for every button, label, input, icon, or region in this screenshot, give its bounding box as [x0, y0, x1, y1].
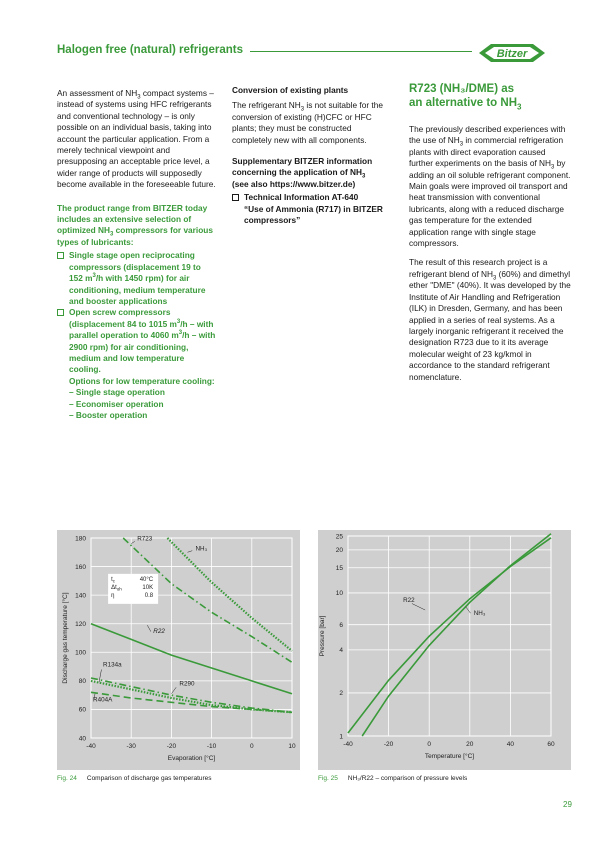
series-line-0: [348, 538, 551, 733]
technical-info-item: Technical Information AT-640 “Use of Ammonia (R717) in BITZER compressors”: [232, 192, 392, 226]
discharge-temperature-chart: [57, 530, 300, 770]
series-label-leader: [187, 551, 192, 553]
y-tick-label: 25: [335, 533, 343, 541]
y-tick-label: 180: [75, 535, 86, 543]
y-tick-label: 15: [335, 565, 343, 573]
x-tick-label: 0: [249, 743, 254, 750]
x-tick-label: -20: [383, 741, 394, 748]
pressure-level-chart: [318, 530, 571, 770]
y-tick-label: 60: [78, 706, 86, 714]
option-item: – Single stage operation: [69, 387, 165, 398]
condition-value: 0.8: [144, 592, 154, 599]
y-axis-label: Discharge gas temperature [°C]: [62, 592, 69, 684]
y-axis-label: Pressure [bar]: [319, 615, 326, 657]
y-tick-label: 100: [75, 649, 86, 657]
checkbox-square-icon: [57, 252, 64, 259]
x-tick-label: -40: [343, 741, 353, 748]
supplementary-heading: Supplementary BITZER information concerning the application of $NH_3$ (see also https://www.bitzer.de): [232, 156, 373, 189]
y-tick-label: 80: [78, 678, 86, 686]
series-label: R290: [179, 680, 195, 688]
series-line-1: [167, 538, 292, 651]
series-label: R134a: [103, 661, 122, 669]
r723-paragraph-2: The result of this research project is a refrigerant blend of $NH_3$ (60%) and dimethyl ether "DME" (40%). It was developed by the Institute of Air Handling and Refrigeration (ILK) in Dresden, Germany, and has been applied in a series of real systems. As a largely inorganic refrigerant it received the designation R723 due to it its average molecular weight of 23 kg/kmol in accordance to the standard refrigerant nomenclature.: [409, 257, 571, 382]
series-label: R404A: [93, 696, 113, 704]
checkbox-square-icon: [232, 194, 239, 201]
column-middle: [232, 85, 392, 226]
x-tick-label: -30: [126, 743, 136, 750]
plot-frame: [348, 536, 551, 736]
chart-canvas: [318, 530, 571, 770]
y-tick-label: 4: [339, 647, 343, 655]
column-left: [57, 88, 217, 421]
x-tick-label: -20: [166, 743, 177, 750]
plot-frame: [91, 535, 292, 738]
option-item: – Economiser operation: [69, 398, 164, 409]
series-label-leader: [171, 687, 176, 693]
column-right: [409, 82, 571, 391]
series-label-leader: [147, 625, 151, 631]
x-tick-label: 40: [506, 741, 515, 748]
options-label: Options for low temperature cooling:: [69, 375, 215, 386]
x-tick-label: -40: [86, 743, 96, 750]
series-label-leader: [412, 604, 425, 610]
series-line-1: [362, 534, 551, 736]
conversion-heading: Conversion of existing plants: [232, 85, 349, 95]
svg-text:Bitzer: Bitzer: [496, 48, 528, 60]
y-tick-label: 40: [78, 735, 86, 743]
series-label: NH₃: [473, 609, 486, 617]
condition-value: 40°C: [139, 576, 154, 583]
x-tick-label: 10: [288, 743, 296, 750]
y-tick-label: 10: [335, 590, 343, 598]
condition-label: $\Delta t_{oh}$: [111, 584, 122, 592]
bitzer-logo: [477, 38, 547, 68]
series-label: NH₃: [195, 545, 208, 553]
header-rule: [250, 51, 472, 52]
condition-label: η: [111, 592, 115, 599]
x-axis-label: Evaporation [°C]: [167, 755, 216, 762]
condition-label: $t_c$: [111, 576, 116, 584]
product-range-heading: The product range from BITZER today includes an extensive selection of optimized $NH_3$ compressors for various types of lubricants:: [57, 202, 213, 247]
series-label: R22: [403, 596, 415, 604]
intro-paragraph: An assessment of $NH_3$ compact systems – instead of systems using HFC refrigerants and conventional technology – is only possible on an individual basis, taking into account the particular application. From a merely technical viewpoint and presupposing an acceptable price level, a wider range of products will supposedly become available in the foreseeable future.: [57, 88, 216, 190]
x-tick-label: 0: [427, 741, 432, 748]
series-label-leader: [131, 541, 135, 543]
chart-canvas: [57, 530, 300, 770]
r723-paragraph-1: The previously described experiences with the use of $NH_3$ in commercial refrigeration plants with direct evaporation caused further experiments on the basis of $NH_3$ by adding an oil soluble refrigerant component. Main goals were improved oil transport and heat transmission with conventional lubricants, along with a reduced discharge gas temperature for the extended application range with single stage compressors.: [409, 124, 571, 249]
series-label: R22: [153, 628, 165, 636]
y-tick-label: 6: [339, 621, 343, 629]
conversion-paragraph: The refrigerant $NH_3$ is not suitable for the conversion of existing (H)CFC or HFC plants; they must be constructed completely new with all components.: [232, 100, 383, 145]
list-item: Open screw compressors (displacement 84 to 1015 $m^3/h$ – with parallel operation to 4060 $m^3/h$ – with 2900 rpm) for air conditioning, medium and low temperature cooling.: [57, 307, 217, 375]
figure-25-caption: Fig. 25 NH₃/R22 – comparison of pressure levels: [318, 775, 468, 782]
checkbox-square-icon: [57, 309, 64, 316]
y-tick-label: 120: [75, 621, 86, 629]
x-tick-label: 20: [466, 741, 474, 748]
y-tick-label: 2: [339, 690, 343, 698]
page-number: 29: [563, 800, 572, 809]
x-tick-label: -10: [206, 743, 217, 750]
list-item: Single stage open reciprocating compressors (displacement 19 to 152 $m^3/h$ with 1450 rpm) for air conditioning, medium temperature and booster applications: [57, 250, 217, 307]
y-tick-label: 140: [75, 592, 86, 600]
series-label: R723: [137, 535, 153, 543]
y-tick-label: 160: [75, 563, 86, 571]
condition-value: 10K: [142, 584, 154, 591]
r723-heading: R723 (NH₃/DME) as an alternative to $NH_3$: [409, 83, 522, 112]
option-item: – Booster operation: [69, 409, 148, 420]
section-title: Halogen free (natural) refrigerants: [57, 44, 243, 56]
x-axis-label: Temperature [°C]: [424, 753, 475, 760]
y-tick-label: 20: [335, 547, 343, 555]
x-tick-label: 60: [547, 741, 555, 748]
y-tick-label: 1: [339, 733, 343, 741]
figure-24-caption: Fig. 24 Comparison of discharge gas temperatures: [57, 775, 212, 782]
